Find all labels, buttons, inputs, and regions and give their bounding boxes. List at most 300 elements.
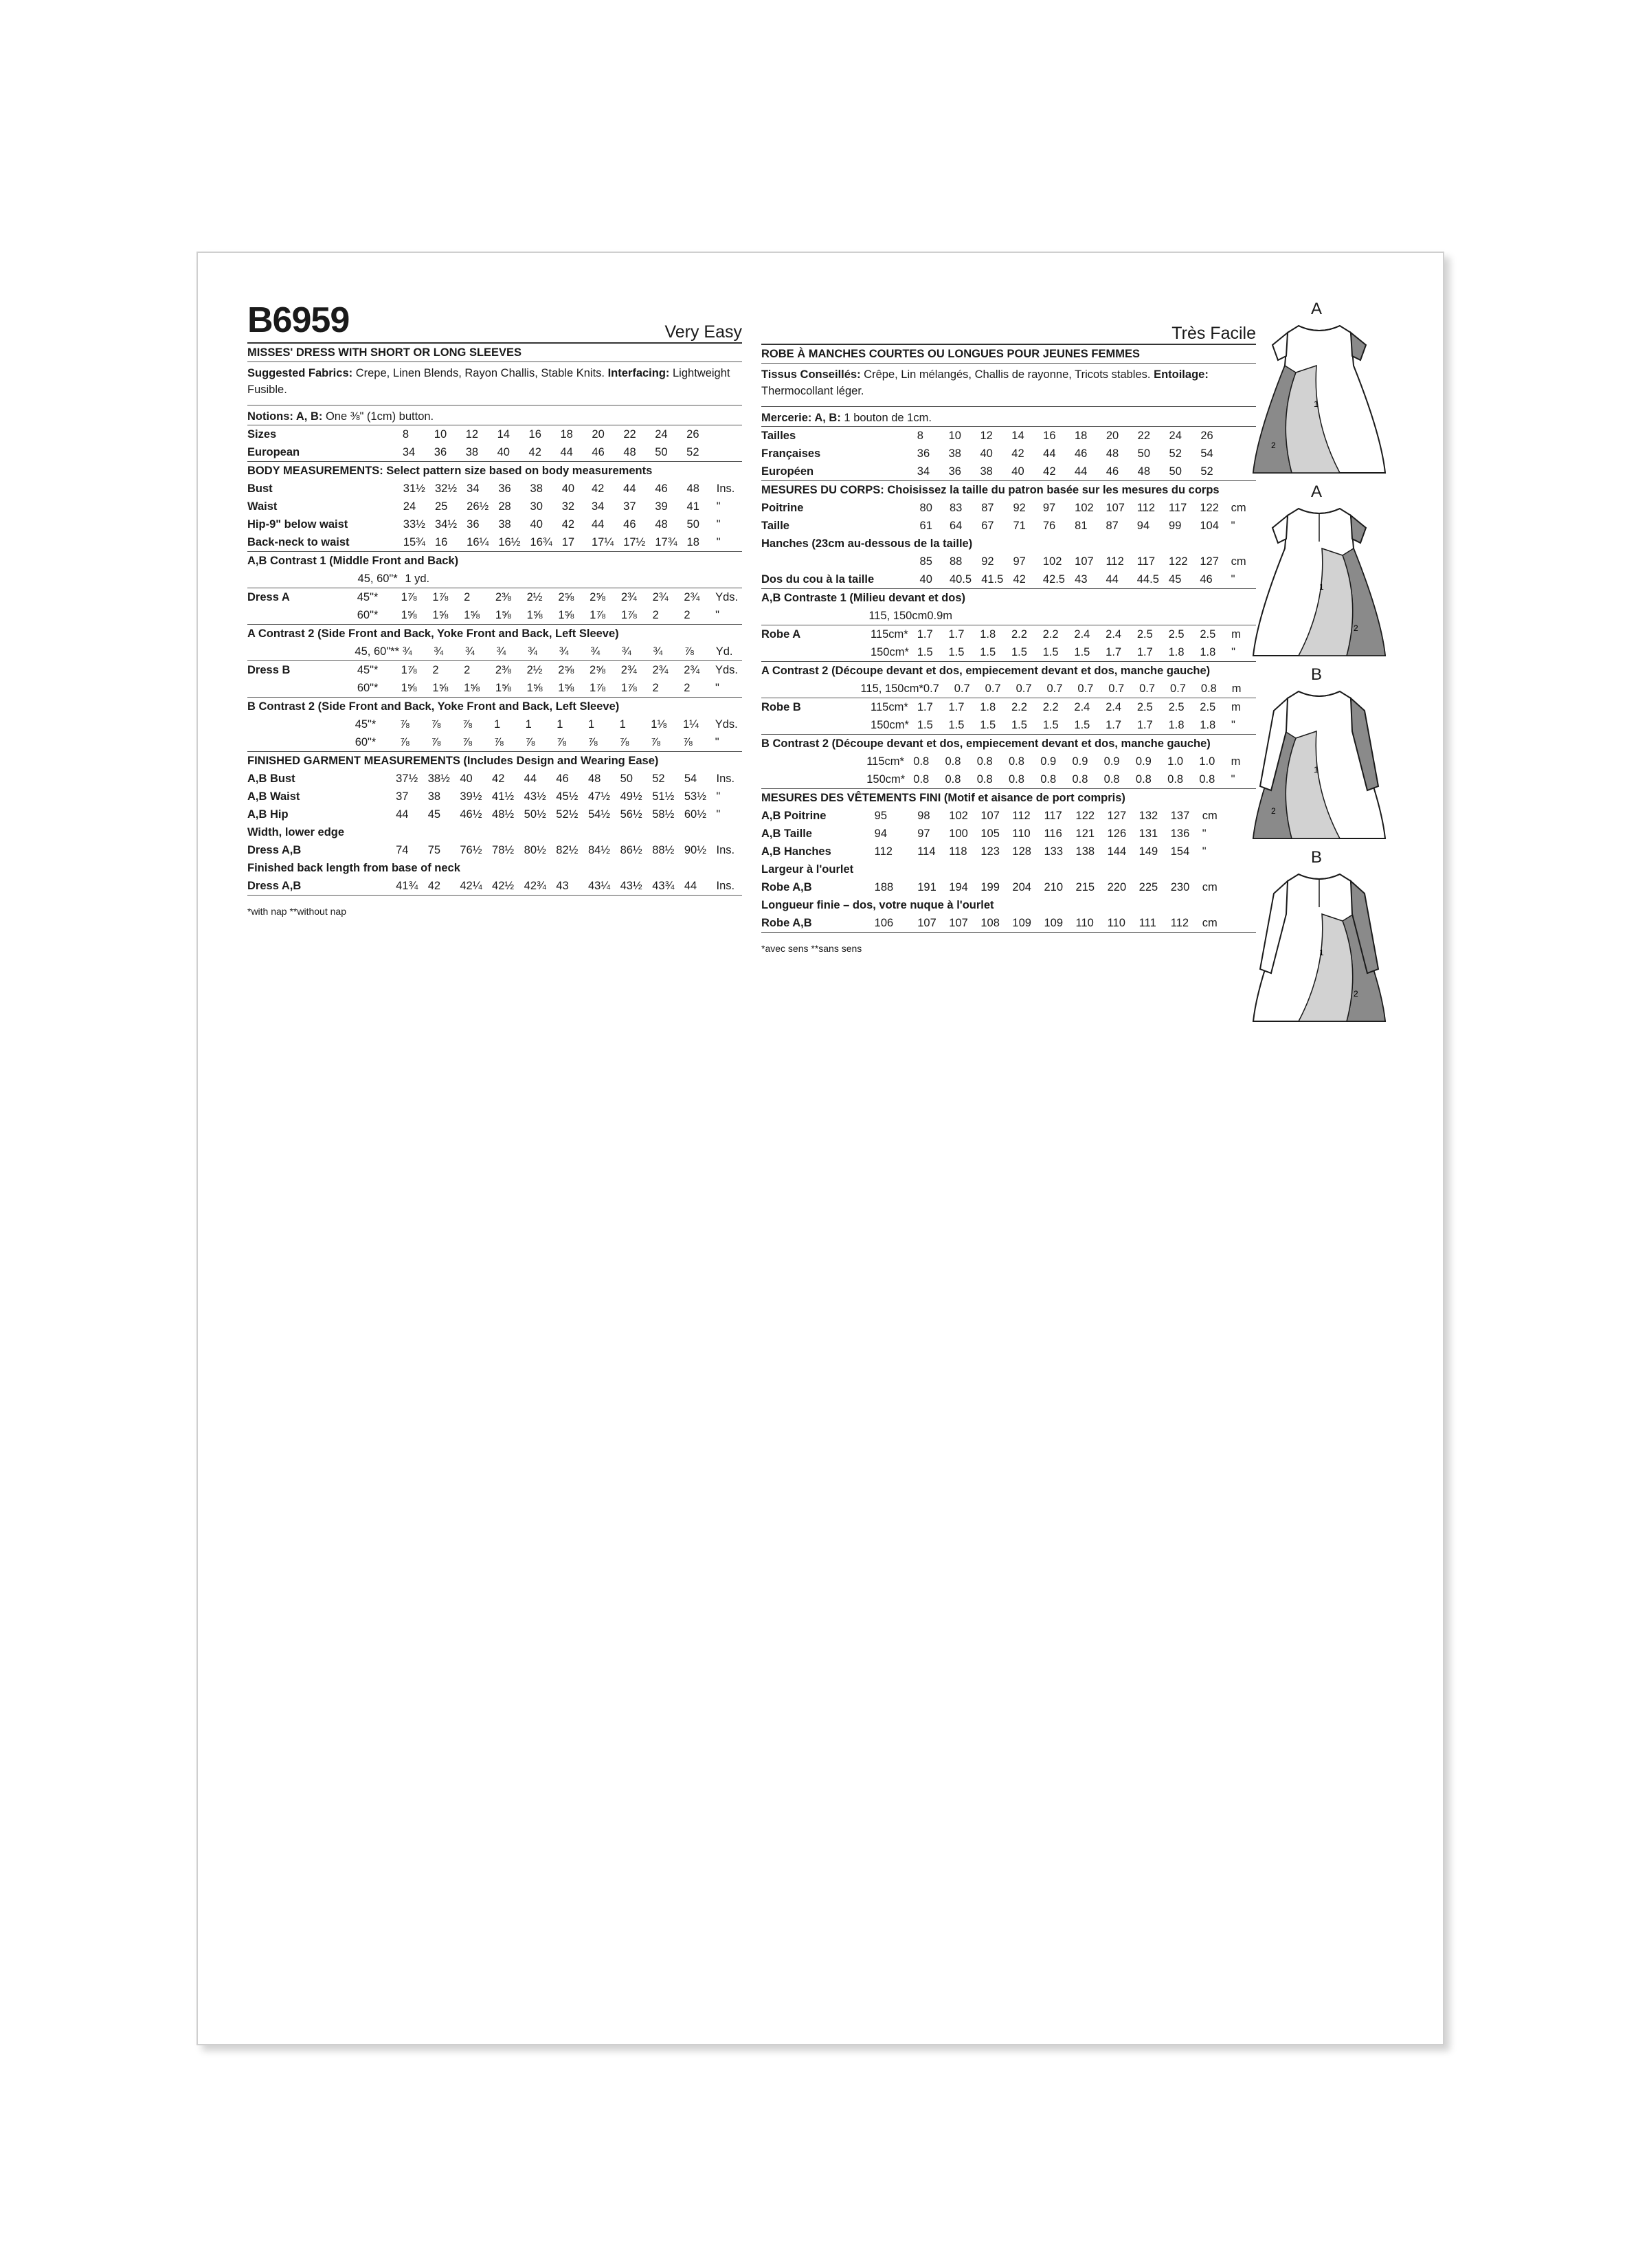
- value-cell: 107: [1106, 502, 1125, 514]
- width-cell: [361, 425, 403, 443]
- value-cell: 199: [980, 881, 1000, 893]
- table-row: [761, 860, 1256, 878]
- value-cell: 131: [1138, 827, 1158, 840]
- value-cell: 1.7: [948, 701, 965, 713]
- unit-cell: ": [715, 736, 719, 748]
- difficulty-level: Very Easy: [664, 322, 742, 342]
- value-cell: [438, 570, 469, 588]
- value-cell: 1.7: [948, 628, 965, 641]
- value-cell: 1⅝: [495, 609, 511, 621]
- value-cell: 117: [1136, 555, 1156, 568]
- value-cell: 126: [1107, 827, 1127, 840]
- table-row: [761, 698, 1256, 716]
- value-cell: 46½: [460, 808, 482, 821]
- piece-number-1: 1: [1319, 582, 1324, 592]
- value-cell: 52: [1200, 465, 1213, 478]
- value-cell: 2: [684, 609, 691, 621]
- value-cell: 2: [464, 591, 471, 603]
- interfacing-label: Interfacing:: [607, 367, 670, 379]
- value-cell: 1⅝: [432, 682, 449, 694]
- value-cell: 112: [1012, 810, 1031, 822]
- value-cell: 1.5: [980, 646, 996, 658]
- unit-cell: Ins.: [716, 482, 735, 495]
- value-cell: 97: [917, 827, 930, 840]
- value-cell: 133: [1044, 845, 1064, 858]
- table-row: [761, 643, 1256, 661]
- value-cell: 88: [949, 555, 963, 568]
- row-label: A,B Waist: [247, 790, 300, 803]
- unit-cell: Ins.: [716, 880, 735, 892]
- value-cell: 0.7: [954, 682, 970, 695]
- row-label: A,B Hanches: [761, 845, 831, 858]
- value-cell: 46: [1106, 465, 1119, 478]
- value-cell: 2¾: [684, 664, 700, 676]
- value-cell: 107: [949, 917, 968, 929]
- value-cell: 2⅝: [558, 664, 574, 676]
- table-row: [761, 499, 1256, 517]
- value-cell: 122: [1200, 502, 1219, 514]
- dress-illustration: [1250, 683, 1388, 845]
- dress-a-table: [247, 588, 742, 625]
- french-column: [761, 300, 1256, 956]
- value-cell: 76: [1042, 520, 1056, 532]
- value-cell: 50: [1137, 447, 1151, 460]
- width-cell: 115cm*: [871, 701, 908, 713]
- width-cell: 150cm*: [866, 773, 906, 786]
- value-cell: ¾: [559, 645, 569, 658]
- value-cell: 1⅛: [651, 718, 667, 731]
- value-cell: 2.4: [1074, 701, 1090, 713]
- unit-cell: m: [1231, 701, 1241, 713]
- value-cell: 1.5: [1011, 719, 1027, 731]
- value-cell: 112: [1106, 555, 1124, 568]
- body-measurements-table-fr: [761, 499, 1256, 589]
- value-cell: 48: [686, 482, 699, 495]
- value-cell: [1111, 607, 1141, 625]
- piece-number-2: 2: [1271, 806, 1276, 816]
- measurement-table: [761, 753, 1256, 788]
- value-cell: 32: [561, 500, 575, 513]
- unit-cell: Ins.: [716, 844, 735, 856]
- value-cell: 44: [1074, 465, 1088, 478]
- value-cell: 37½: [396, 772, 418, 785]
- view-letter: B: [1311, 848, 1323, 867]
- value-cell: 1: [619, 718, 626, 731]
- value-cell: 42¾: [524, 880, 546, 892]
- value-cell: 0.7: [1046, 682, 1063, 695]
- width-cell: 45, 60"**: [355, 645, 399, 658]
- value-cell: 1.0: [1199, 755, 1215, 768]
- value-cell: ⅞: [399, 736, 410, 748]
- width-cell: [882, 570, 919, 588]
- value-cell: 0.7: [923, 682, 939, 695]
- value-cell: [562, 570, 593, 588]
- width-cell: 60"*: [355, 736, 377, 748]
- value-cell: 1⅝: [526, 682, 543, 694]
- value-cell: 1⅝: [464, 682, 480, 694]
- table-row: [761, 427, 1256, 445]
- value-cell: 138: [1075, 845, 1095, 858]
- value-cell: 85: [919, 555, 932, 568]
- value-cell: 45½: [556, 790, 579, 803]
- value-cell: 1.5: [1074, 719, 1090, 731]
- unit-cell: Ins.: [716, 772, 735, 785]
- row-label: Waist: [247, 500, 278, 513]
- value-cell: 18: [1074, 430, 1088, 442]
- value-cell: 58½: [652, 808, 675, 821]
- value-cell: 1.0: [1167, 755, 1184, 768]
- unit-cell: ": [1231, 573, 1235, 586]
- value-cell: 41: [686, 500, 699, 513]
- measurement-table: [761, 807, 1256, 932]
- value-cell: 0.8: [945, 755, 961, 768]
- value-cell: 0.8: [913, 773, 930, 786]
- dress-illustration: [1250, 318, 1388, 480]
- value-cell: 40: [497, 446, 510, 458]
- unit-cell: cm: [1231, 502, 1246, 514]
- value-cell: 45: [1169, 573, 1182, 586]
- value-cell: 1.5: [948, 719, 965, 731]
- width-cell: 95: [874, 810, 888, 822]
- value-cell: ⅞: [431, 736, 441, 748]
- value-cell: 54: [684, 772, 697, 785]
- value-cell: 2: [684, 682, 691, 694]
- value-cell: 2.2: [1042, 628, 1059, 641]
- value-cell: [1051, 607, 1081, 625]
- value-cell: 45: [427, 808, 441, 821]
- row-label: Finished back length from base of neck: [247, 862, 460, 874]
- value-cell: 15¾: [403, 536, 425, 548]
- value-cell: 36: [467, 518, 480, 531]
- value-cell: 41.5: [981, 573, 1004, 586]
- value-cell: ⅞: [399, 718, 410, 731]
- table-row: [247, 533, 742, 551]
- value-cell: 111: [1138, 917, 1156, 929]
- row-label: Robe A: [761, 628, 801, 641]
- value-cell: ¾: [402, 645, 412, 658]
- value-cell: cm: [1202, 881, 1218, 893]
- unit-cell: m: [1231, 755, 1241, 768]
- footnote: *with nap **without nap: [247, 906, 346, 917]
- value-cell: 38: [427, 790, 441, 803]
- width-cell: 188: [874, 881, 894, 893]
- value-cell: 1.7: [917, 701, 933, 713]
- value-cell: 2½: [526, 591, 543, 603]
- value-cell: 2.2: [1011, 628, 1027, 641]
- value-cell: 220: [1107, 881, 1127, 893]
- value-cell: 44: [396, 808, 409, 821]
- value-cell: 1⅞: [401, 591, 417, 603]
- fabrics-text: Crepe, Linen Blends, Rayon Challis, Stable Knits.: [352, 367, 608, 379]
- value-cell: 49½: [620, 790, 642, 803]
- value-cell: 48: [623, 446, 636, 458]
- value-cell: 1.8: [1200, 719, 1216, 731]
- value-cell: 1.5: [1074, 646, 1090, 658]
- value-cell: 34: [917, 465, 930, 478]
- value-cell: 1: [587, 718, 595, 731]
- value-cell: 38: [465, 446, 479, 458]
- table-row: [247, 770, 742, 788]
- value-cell: 0.8: [945, 773, 961, 786]
- value-cell: 34: [402, 446, 416, 458]
- value-cell: ⅞: [619, 736, 629, 748]
- value-cell: 44: [560, 446, 573, 458]
- unit-cell: ": [1231, 773, 1235, 786]
- value-cell: 102: [1075, 502, 1094, 514]
- value-cell: 38: [980, 465, 993, 478]
- value-cell: ⅞: [525, 736, 535, 748]
- notions-fr: [761, 407, 1256, 427]
- value-cell: 42: [561, 518, 575, 531]
- value-cell: 2¾: [652, 664, 669, 676]
- width-cell: [875, 463, 917, 480]
- value-cell: 94: [1136, 520, 1150, 532]
- french-header: [761, 300, 1256, 345]
- value-cell: 122: [1169, 555, 1188, 568]
- measurement-table: [247, 425, 742, 461]
- suggested-fabrics-fr: [761, 364, 1256, 407]
- table-row: [761, 680, 1256, 698]
- value-cell: [991, 607, 1021, 625]
- value-cell: 51½: [652, 790, 675, 803]
- value-cell: 118: [949, 845, 967, 858]
- value-cell: 25: [434, 500, 448, 513]
- value-cell: 22: [1137, 430, 1151, 442]
- value-cell: ¾: [434, 645, 444, 658]
- row-label: Françaises: [761, 447, 821, 460]
- value-cell: 0.7: [1077, 682, 1094, 695]
- piece-number-1: 1: [1319, 948, 1324, 957]
- value-cell: 42.5: [1042, 573, 1065, 586]
- value-cell: 154: [1170, 845, 1190, 858]
- unit-cell: m: [1231, 682, 1242, 695]
- piece-number-1: 1: [1314, 765, 1319, 775]
- value-cell: 42: [1043, 465, 1056, 478]
- width-cell: 115, 150cm*: [860, 682, 923, 695]
- value-cell: 36: [434, 446, 447, 458]
- unit-cell: ": [1231, 719, 1235, 731]
- value-cell: 107: [980, 810, 1000, 822]
- value-cell: 50½: [524, 808, 546, 821]
- value-cell: 50: [1169, 465, 1182, 478]
- table-row: [247, 515, 742, 533]
- value-cell: 1: [525, 718, 532, 731]
- width-cell: [357, 877, 396, 895]
- value-cell: 1.8: [1168, 646, 1185, 658]
- table-row: [247, 823, 742, 841]
- value-cell: 1.7: [917, 628, 933, 641]
- table-row: [761, 517, 1256, 535]
- value-cell: 30: [530, 500, 543, 513]
- value-cell: 26: [1200, 430, 1213, 442]
- dress-b-table: [247, 661, 742, 698]
- value-cell: 38: [530, 482, 543, 495]
- value-cell: 48: [655, 518, 668, 531]
- table-row: [247, 788, 742, 805]
- measurement-table: [761, 680, 1256, 698]
- value-cell: 8: [402, 428, 410, 441]
- robe-b-table: [761, 698, 1256, 735]
- value-cell: 0.9: [1135, 755, 1152, 768]
- table-row: [761, 843, 1256, 860]
- unit-cell: [717, 570, 742, 588]
- value-cell: 2.5: [1136, 628, 1153, 641]
- measurement-table: [761, 499, 1256, 588]
- value-cell: 18: [560, 428, 573, 441]
- width-cell: [882, 517, 919, 535]
- value-cell: 137: [1170, 810, 1190, 822]
- table-row: [247, 805, 742, 823]
- measurement-table: [761, 607, 1256, 625]
- value-cell: 1.7: [1106, 719, 1122, 731]
- value-cell: 110: [1107, 917, 1125, 929]
- measurement-table: [247, 661, 742, 697]
- table-row: [761, 825, 1256, 843]
- value-cell: 121: [1075, 827, 1095, 840]
- value-cell: 16: [1043, 430, 1056, 442]
- value-cell: 38½: [427, 772, 450, 785]
- value-cell: 1.5: [1042, 646, 1059, 658]
- width-cell: [366, 498, 403, 515]
- value-cell: 2¾: [684, 591, 700, 603]
- value-cell: ¾: [528, 645, 537, 658]
- value-cell: 24: [403, 500, 416, 513]
- value-cell: 2⅝: [590, 591, 605, 603]
- value-cell: 2.5: [1168, 701, 1185, 713]
- value-cell: 17: [561, 536, 575, 548]
- row-label: Dress B: [247, 664, 291, 676]
- notions: [247, 405, 742, 425]
- value-cell: 90½: [684, 844, 706, 856]
- width-cell: [882, 499, 919, 517]
- value-cell: 1: [557, 718, 563, 731]
- value-cell: 230: [1170, 881, 1190, 893]
- value-cell: 102: [949, 810, 968, 822]
- unit-cell: ": [715, 609, 719, 621]
- value-cell: 2.2: [1042, 701, 1059, 713]
- width-cell: [882, 553, 919, 570]
- value-cell: 127: [1200, 555, 1219, 568]
- value-cell: ¾: [496, 645, 506, 658]
- value-cell: 128: [1012, 845, 1031, 858]
- value-cell: 44: [684, 880, 697, 892]
- value-cell: ⅞: [493, 736, 504, 748]
- value-cell: 40: [980, 447, 993, 460]
- value-cell: 86½: [620, 844, 642, 856]
- value-cell: 43: [556, 880, 569, 892]
- value-cell: 60½: [684, 808, 706, 821]
- value-cell: 26½: [467, 500, 489, 513]
- body-measurements-heading-fr: MESURES DU CORPS: Choisissez la taille du patron basée sur les mesures du corps: [761, 484, 1220, 496]
- value-cell: 40: [460, 772, 473, 785]
- value-cell: 18: [686, 536, 699, 548]
- contrast2a-heading-fr: A Contrast 2 (Découpe devant et dos, empiecement devant et dos, manche gauche): [761, 665, 1211, 677]
- value-cell: 81: [1075, 520, 1088, 532]
- interfacing-text: Lightweight Fusible.: [247, 367, 730, 396]
- finished-measurements-table-fr: [761, 807, 1256, 933]
- view-letter: A: [1311, 300, 1323, 318]
- measurement-table: [247, 588, 742, 624]
- table-row: [247, 606, 742, 624]
- value-cell: ⅞: [462, 718, 473, 731]
- unit-cell: Yd.: [715, 645, 733, 658]
- row-label: Robe B: [761, 701, 801, 713]
- value-cell: 0.9: [1072, 755, 1088, 768]
- unit-cell: ": [716, 808, 721, 821]
- table-row: [761, 753, 1256, 770]
- value-cell: 0.8: [1200, 682, 1217, 695]
- value-cell: 0.8: [1135, 773, 1152, 786]
- value-cell: 2: [464, 664, 471, 676]
- value-cell: 82½: [556, 844, 579, 856]
- value-cell: 78½: [492, 844, 515, 856]
- row-label: [761, 643, 871, 661]
- value-cell: 92: [981, 555, 994, 568]
- value-cell: 36: [917, 447, 930, 460]
- value-cell: 1¼: [682, 718, 699, 731]
- table-row: [247, 588, 742, 606]
- value-cell: 46: [556, 772, 569, 785]
- width-cell: [875, 445, 917, 463]
- value-cell: 2⅝: [558, 591, 574, 603]
- value-cell: 0.9: [1103, 755, 1120, 768]
- value-cell: 33½: [403, 518, 425, 531]
- pattern-number: B6959: [247, 300, 350, 340]
- value-cell: 83: [949, 502, 963, 514]
- value-cell: 127: [1107, 810, 1127, 822]
- fabrics-label: Suggested Fabrics:: [247, 367, 353, 379]
- unit-cell: ": [716, 790, 721, 803]
- value-cell: [1171, 607, 1202, 625]
- width-cell: 94: [874, 827, 888, 840]
- value-cell: 0.8: [1072, 773, 1088, 786]
- value-cell: 46: [655, 482, 668, 495]
- value-cell: 2.5: [1200, 628, 1216, 641]
- value-cell: ⅞: [651, 736, 660, 748]
- value-cell: 102: [1042, 555, 1062, 568]
- value-cell: 194: [949, 881, 968, 893]
- dress-illustration: [1250, 500, 1388, 663]
- value-cell: 76½: [460, 844, 482, 856]
- value-cell: 80: [919, 502, 932, 514]
- measurement-table: [247, 715, 742, 751]
- value-cell: 16¼: [467, 536, 489, 548]
- piece-number-1: 1: [1314, 399, 1319, 409]
- row-label: Hanches (23cm au-dessous de la taille): [761, 537, 973, 550]
- value-cell: 42¼: [460, 880, 482, 892]
- value-cell: 44: [1043, 447, 1056, 460]
- row-label: [247, 570, 358, 588]
- measurement-table: [761, 427, 1256, 480]
- row-label: Tailles: [761, 430, 796, 442]
- value-cell: 110: [1012, 827, 1031, 840]
- row-label: [247, 606, 357, 624]
- value-cell: ⅞: [684, 645, 694, 658]
- value-cell: 2.4: [1106, 701, 1122, 713]
- row-label: [761, 716, 871, 734]
- value-cell: 2⅝: [590, 664, 605, 676]
- value-cell: 114: [917, 845, 936, 858]
- value-cell: 38: [948, 447, 961, 460]
- value-cell: 47½: [587, 790, 611, 803]
- table-row: [761, 914, 1256, 932]
- value-cell: 0.8: [913, 755, 930, 768]
- table-row: [247, 877, 742, 895]
- value-cell: ¾: [653, 645, 663, 658]
- value-cell: 44: [1106, 573, 1119, 586]
- value-cell: 8: [917, 430, 923, 442]
- unit-cell: m: [1231, 628, 1241, 641]
